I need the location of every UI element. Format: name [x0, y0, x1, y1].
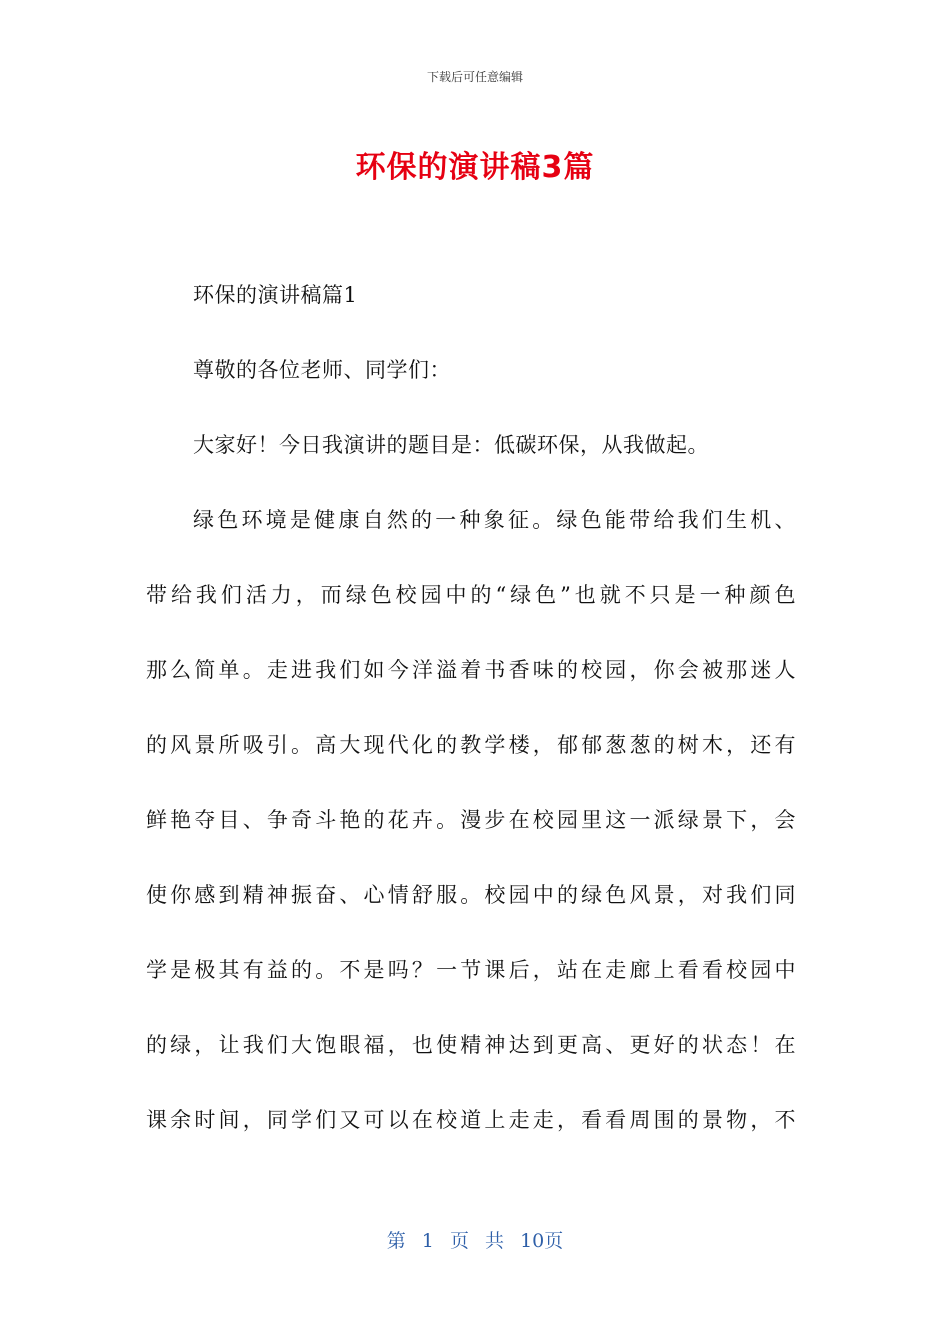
header-note: 下载后可任意编辑 [426, 70, 523, 84]
section-heading: 环保的演讲稿篇1 [193, 283, 358, 307]
paragraph-line: 的风景所吸引。高大现代化的教学楼，郁郁葱葱的树木，还有 [146, 733, 796, 757]
total-prefix: 共 [485, 1230, 505, 1252]
paragraph-line: 课余时间，同学们又可以在校道上走走，看看周围的景物，不 [146, 1108, 796, 1132]
document-title: 环保的演讲稿3篇 [355, 150, 595, 185]
page-number: 1 [421, 1230, 434, 1252]
paragraph-line: 绿色环境是健康自然的一种象征。绿色能带给我们生机、 [193, 508, 796, 532]
opening-line: 大家好！今日我演讲的题目是：低碳环保，从我做起。 [193, 433, 709, 457]
paragraph-line: 鲜艳夺目、争奇斗艳的花卉。漫步在校园里这一派绿景下，会 [146, 808, 796, 832]
page-prefix: 第 [386, 1230, 406, 1252]
page-footer [0, 1226, 950, 1253]
page-mid: 页 [449, 1230, 469, 1252]
paragraph-line: 学是极其有益的。不是吗？一节课后，站在走廊上看看校园中 [146, 958, 796, 982]
paragraph-line: 带给我们活力，而绿色校园中的“绿色”也就不只是一种颜色 [146, 583, 796, 607]
paragraph-line: 的绿，让我们大饱眼福，也使精神达到更高、更好的状态！在 [146, 1033, 796, 1057]
total-pages: 10页 [520, 1230, 564, 1252]
salutation: 尊敬的各位老师、同学们： [193, 358, 451, 382]
document-body [146, 270, 796, 1170]
paragraph-line: 使你感到精神振奋、心情舒服。校园中的绿色风景，对我们同 [146, 883, 796, 907]
paragraph-line: 那么简单。走进我们如今洋溢着书香味的校园，你会被那迷人 [146, 658, 796, 682]
